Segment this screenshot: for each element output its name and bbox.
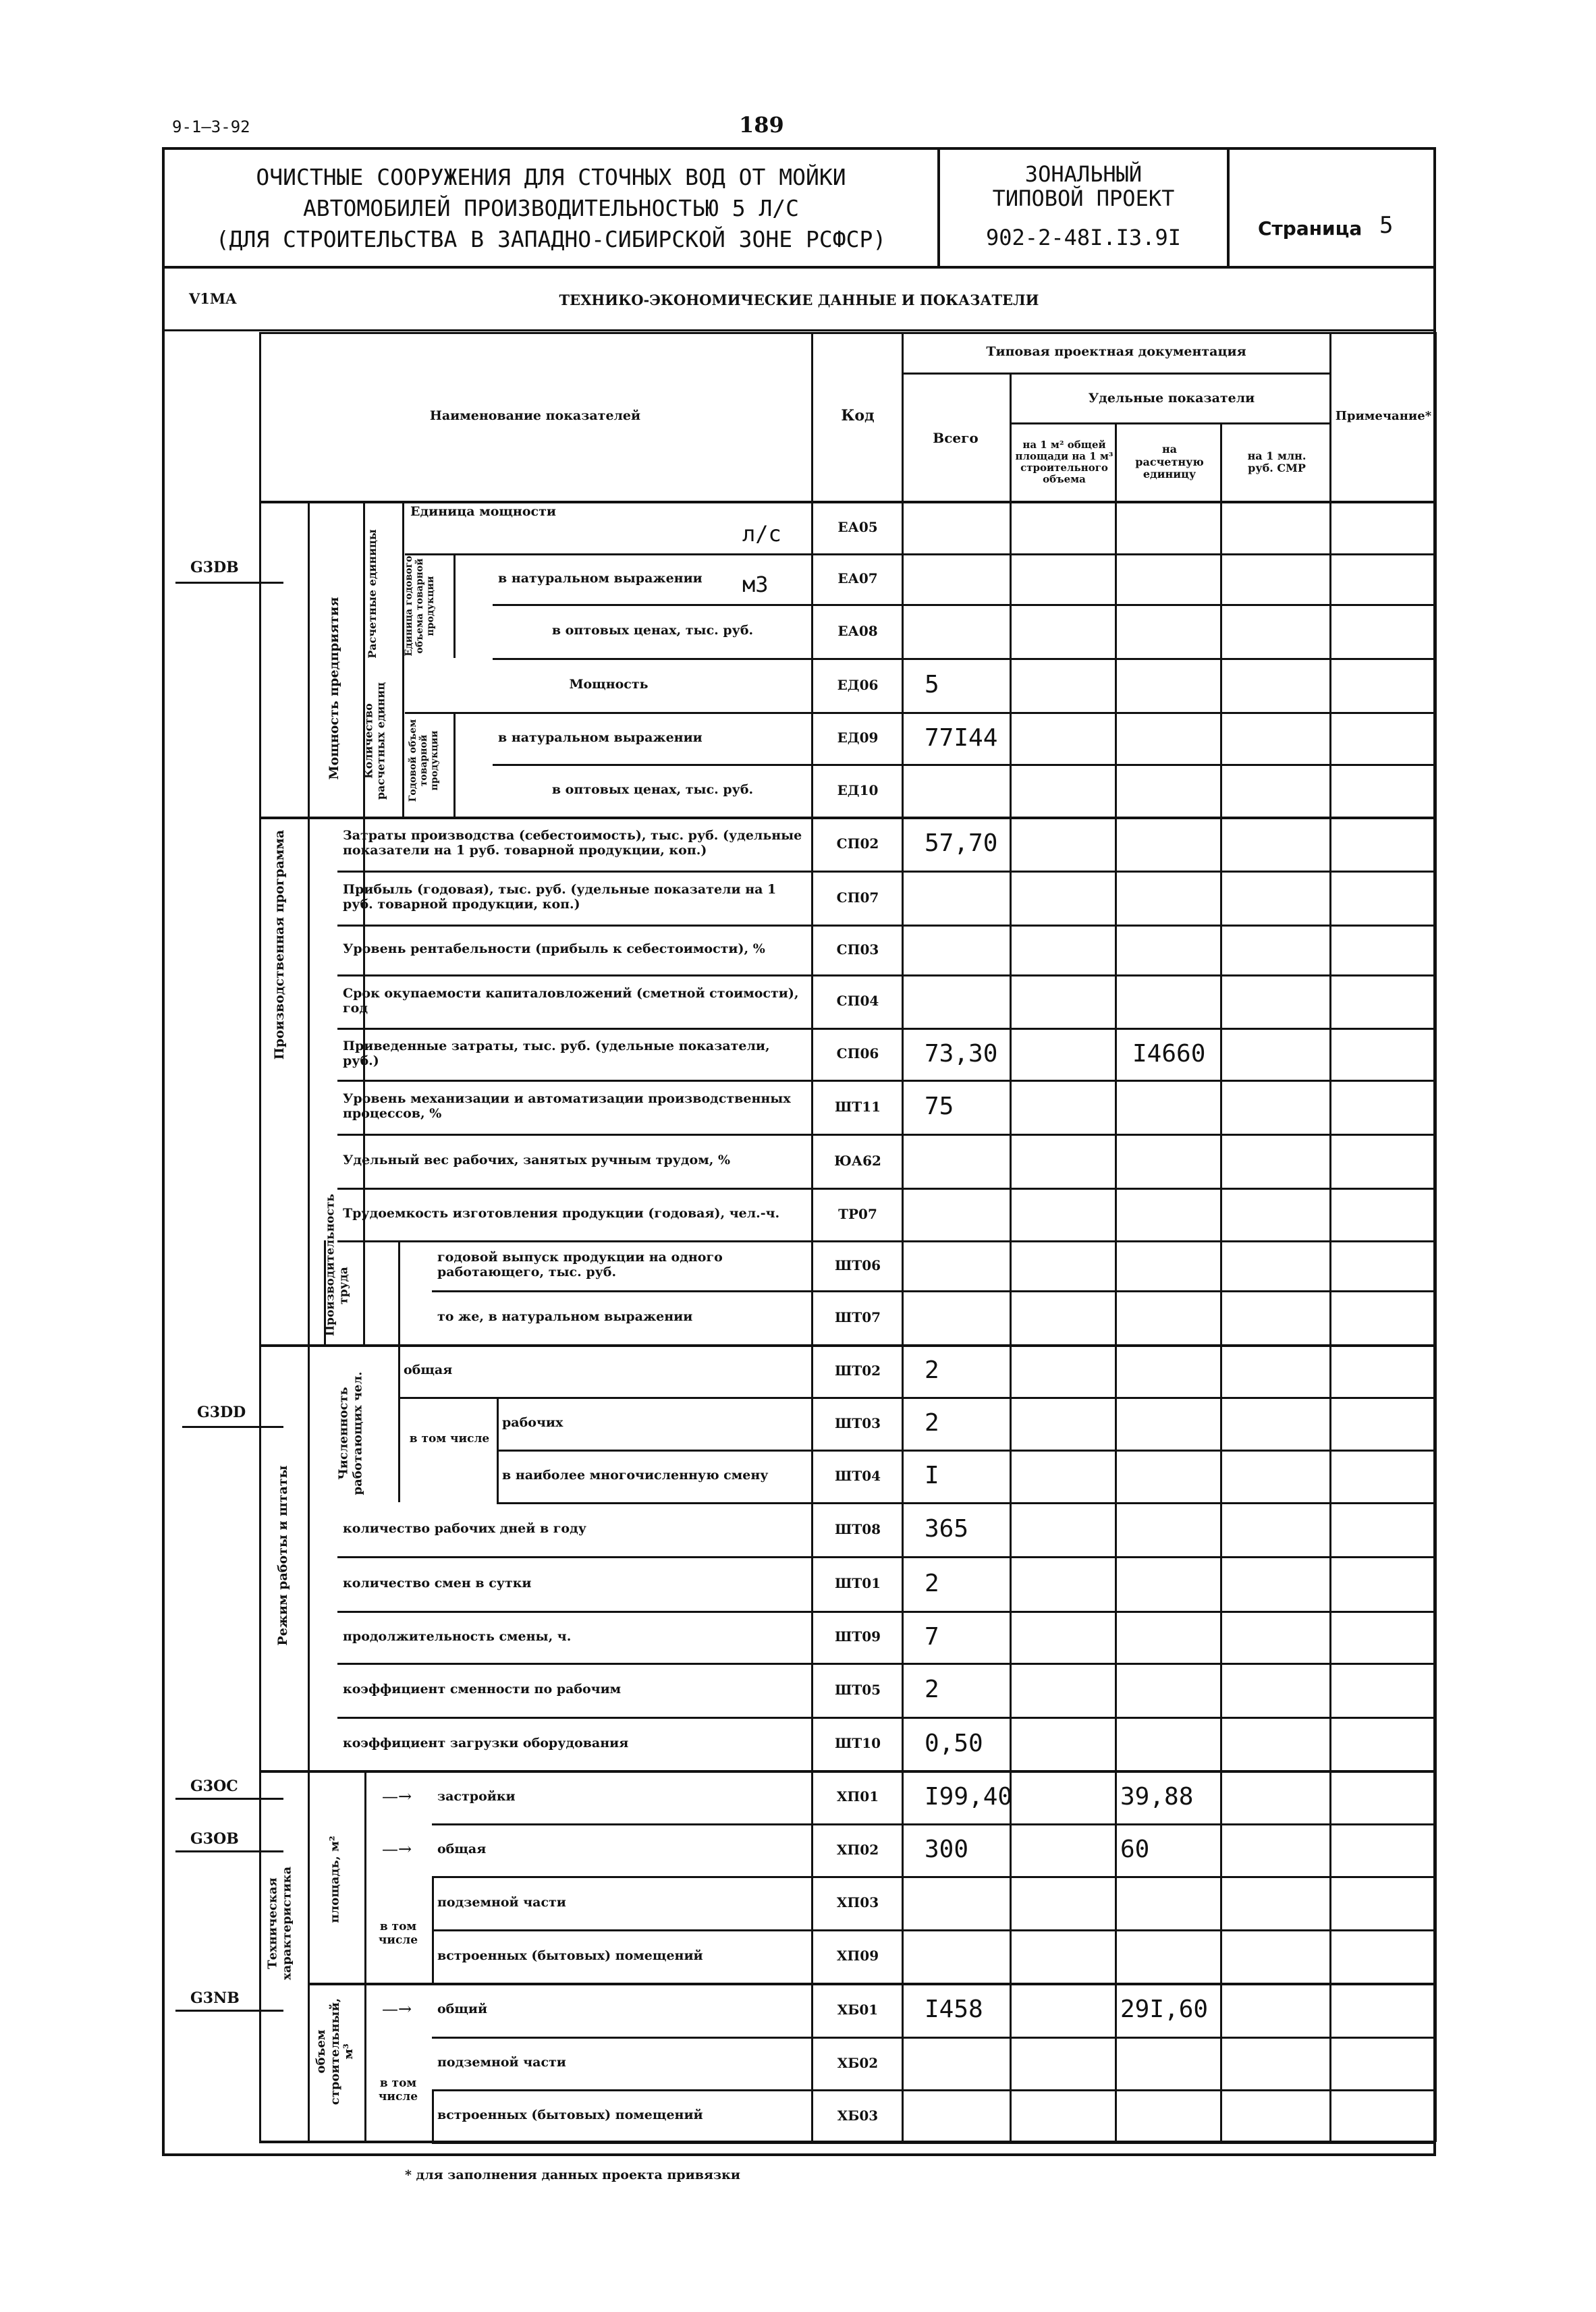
row-per-unit [1118,764,1223,817]
row-label: в оптовых ценах, тыс. руб. [551,782,754,798]
sublabel-in-number-headcount: в том числе [409,1432,490,1446]
group-area: площадь, м² [327,1836,342,1923]
row-code: ШТ11 [834,1098,881,1115]
row-label: то же, в натуральном выражении [437,1309,693,1325]
row-per-unit [1118,1188,1223,1240]
row-per-unit [1118,1663,1223,1717]
row-label: встроенных (бытовых) помещений [437,2108,703,2123]
row-code: ХП01 [836,1788,879,1805]
row-total [904,1929,1012,1983]
col-header-name: Наименование показателей [429,408,641,424]
row-label: подземной части [437,1894,566,1910]
row-code: ХБ03 [837,2107,879,2124]
project-type-line: ТИПОВОЙ ПРОЕКТ [992,186,1175,211]
row-total: 2 [925,1569,939,1597]
row-code: ШТ10 [834,1735,881,1751]
row-total [904,974,1012,1028]
group-headcount: Численность работающих чел. [336,1371,364,1495]
row-code: СП04 [836,993,879,1009]
row-label: подземной части [437,2055,566,2070]
row-per-unit [1118,817,1223,871]
arrow-icon: —→ [382,1787,412,1806]
row-label: рабочих [502,1415,563,1431]
row-per-unit: I4660 [1132,1039,1206,1068]
sublabel-in-number-volume: в том числе [378,2076,418,2103]
section-code: V1MA [189,290,237,307]
row-code: ХБ02 [837,2054,879,2071]
row-per-unit [1118,1502,1223,1556]
row-per-unit: 29I,60 [1120,1996,1209,2024]
row-label: коэффициент загрузки оборудования [343,1735,629,1751]
row-per-unit [1118,1397,1223,1450]
row-total [904,1188,1012,1240]
row-per-unit [1118,2037,1223,2089]
row-code: ЕА05 [837,518,878,535]
row-per-unit [1118,1556,1223,1611]
project-title [165,162,937,255]
row-total [904,764,1012,817]
row-total [904,1240,1012,1290]
col-header-code: Код [841,407,875,425]
row-code: ШТ03 [834,1414,881,1431]
row-per-unit [1118,553,1223,604]
row-unit: л/с [742,521,781,547]
row-code: ТР07 [838,1205,877,1222]
row-per-unit: 39,88 [1120,1782,1194,1811]
row-per-unit [1118,1929,1223,1983]
row-total: I99,40 [925,1782,1013,1811]
row-total: 0,50 [925,1729,983,1757]
row-code: ХП02 [836,1841,879,1858]
sheet-number: 5 [1379,212,1394,239]
row-code: СП02 [836,835,879,852]
row-total: 5 [925,671,939,699]
row-code: СП03 [836,941,879,958]
row-total [904,2089,1012,2142]
row-label: общая [404,1363,453,1378]
tag-g3nb: G3NB [190,1989,240,2007]
col-header-per-m2: на 1 м² общей площади на 1 м³ строительного объема [1015,438,1113,486]
row-code: ЕД10 [837,781,879,798]
tag-g3db: G3DB [190,559,239,576]
row-total: 2 [925,1676,939,1704]
row-code: СП07 [836,889,879,906]
group-annual-volume: Годовой объем товарной продукции [407,719,441,802]
title-line: АВТОМОБИЛЕЙ ПРОИЗВОДИТЕЛЬНОСТЬЮ 5 Л/С [302,195,800,221]
row-code: ШТ04 [834,1467,881,1484]
row-per-unit [1118,501,1223,553]
row-per-unit [1118,604,1223,658]
group-productivity: Производительность труда [323,1194,350,1336]
row-total [904,553,1012,604]
row-total [904,925,1012,974]
row-total: 2 [925,1409,939,1437]
row-label: Мощность [569,677,649,692]
row-label: застройки [437,1788,516,1804]
row-per-unit [1118,1344,1223,1397]
row-per-unit [1118,974,1223,1028]
col-header-per-mln: на 1 млн. руб. СМР [1247,449,1306,474]
col-header-typical: Типовая проектная документация [986,344,1246,360]
arrow-icon: —→ [382,1840,412,1859]
project-type [940,162,1227,250]
row-total: 2 [925,1356,939,1385]
row-code: ШТ05 [834,1681,881,1698]
row-total [904,1290,1012,1344]
row-total: 7 [925,1622,939,1651]
row-total [904,604,1012,658]
arrow-icon: —→ [382,2000,412,2018]
group-volume: объем строительный, м³ [313,1998,356,2105]
title-line: ОЧИСТНЫЕ СООРУЖЕНИЯ ДЛЯ СТОЧНЫХ ВОД ОТ МОЙКИ [256,164,846,190]
page-number: 189 [739,112,784,138]
title-line: (ДЛЯ СТРОИТЕЛЬСТВА В ЗАПАДНО-СИБИРСКОЙ ЗОНЕ РСФСР) [215,226,887,252]
row-total [904,871,1012,925]
row-code: ЕА08 [837,622,878,639]
col-header-per-unit: на расчетную единицу [1135,443,1204,481]
series-code: 9-1—3-92 [172,117,250,136]
row-label: общая [437,1842,487,1857]
row-label: общий [437,2002,488,2017]
row-label: количество рабочих дней в году [343,1521,586,1537]
sublabel-in-number-area: в том числе [378,1920,418,1947]
footnote: * для заполнения данных проекта привязки [405,2168,740,2182]
col-header-specific: Удельные показатели [1088,391,1255,406]
row-total: 73,30 [925,1039,998,1068]
row-per-unit [1118,925,1223,974]
row-code: СП06 [836,1045,879,1062]
col-header-note: Примечание* [1335,408,1432,423]
row-code: ХБ01 [837,2001,879,2018]
row-per-unit [1118,2089,1223,2142]
row-label: Единица мощности [410,504,556,519]
group-technical: Техническая характеристика [265,1866,294,1981]
row-per-unit [1118,1717,1223,1770]
group-qty-units: Количество расчетных единиц [362,682,387,800]
group-production: Производственная программа [272,829,287,1060]
title-block [162,147,1436,269]
group-unit-annual: Единица годового объема товарной продукции [403,555,437,657]
row-total: 300 [925,1836,969,1864]
row-per-unit [1118,1611,1223,1663]
col-header-total: Всего [933,429,979,446]
row-label: в натуральном выражении [498,730,703,745]
row-per-unit [1118,658,1223,712]
row-label: Трудоемкость изготовления продукции (годовая), чел.-ч. [343,1206,780,1221]
sheet-label: Страница [1258,217,1363,240]
row-code: ШТ06 [834,1257,881,1273]
row-code: ХП03 [836,1894,879,1910]
row-total: I458 [925,1996,983,2024]
row-code: ЕД09 [837,730,879,746]
row-per-unit [1118,871,1223,925]
project-code: 902-2-48I.I3.9I [986,225,1181,250]
row-label: коэффициент сменности по рабочим [343,1682,622,1697]
group-calc-units: Расчетные единицы [365,529,379,659]
row-per-unit [1118,712,1223,764]
row-label: в оптовых ценах, тыс. руб. [551,623,754,638]
row-total: 57,70 [925,829,998,858]
project-type-line: ЗОНАЛЬНЫЙ [1024,161,1143,187]
row-unit: м3 [742,572,769,597]
row-label: Прибыль (годовая), тыс. руб. (удельные показатели на 1 руб. товарной продукции, коп.) [343,882,777,912]
tag-g3dd: G3DD [197,1404,246,1421]
section-title: ТЕХНИКО-ЭКОНОМИЧЕСКИЕ ДАННЫЕ И ПОКАЗАТЕЛИ [559,292,1039,308]
row-label: Приведенные затраты, тыс. руб. (удельные показатели, руб.) [343,1038,770,1068]
row-code: ШТ09 [834,1628,881,1645]
row-label: продолжительность смены, ч. [343,1628,572,1644]
row-code: ЕД06 [837,676,879,693]
row-code: ШТ07 [834,1309,881,1325]
row-label: Затраты производства (себестоимость), тыс. руб. (удельные показатели на 1 руб. товарной продукции, коп.) [343,828,802,858]
row-total [904,2037,1012,2089]
row-label: Уровень механизации и автоматизации производственных процессов, % [343,1091,791,1121]
row-per-unit [1118,1290,1223,1344]
row-label: количество смен в сутки [343,1575,532,1591]
row-label: Удельный вес рабочих, занятых ручным трудом, % [343,1153,731,1168]
row-label: встроенных (бытовых) помещений [437,1948,703,1963]
tag-g3oc: G3OC [190,1778,238,1795]
row-total [904,1876,1012,1929]
tag-g3ob: G3OB [190,1830,239,1848]
group-capacity: Мощность предприятия [327,597,342,780]
row-code: ШТ01 [834,1575,881,1591]
row-label: Уровень рентабельности (прибыль к себестоимости), % [343,941,765,957]
row-per-unit: 60 [1120,1836,1150,1864]
row-total [904,501,1012,553]
row-label: в наиболее многочисленную смену [502,1468,769,1483]
row-total: 75 [925,1093,954,1121]
row-per-unit [1118,1240,1223,1290]
row-label: Срок окупаемости капиталовложений (сметной стоимости), год [343,985,799,1016]
row-code: ХП09 [836,1948,879,1964]
row-code: ШТ02 [834,1362,881,1379]
row-total: I [925,1462,939,1490]
row-per-unit [1118,1450,1223,1502]
row-total: 77I44 [925,723,998,752]
row-code: ЕА07 [837,570,878,586]
group-regime: Режим работы и штаты [275,1465,291,1646]
row-per-unit [1118,1080,1223,1134]
row-per-unit [1118,1134,1223,1188]
row-label: годовой выпуск продукции на одного работающего, тыс. руб. [437,1250,723,1279]
row-per-unit [1118,1876,1223,1929]
row-code: ШТ08 [834,1520,881,1537]
row-total [904,1134,1012,1188]
row-total: 365 [925,1515,969,1543]
row-label: в натуральном выражении [498,570,703,586]
row-code: ЮА62 [834,1152,881,1169]
